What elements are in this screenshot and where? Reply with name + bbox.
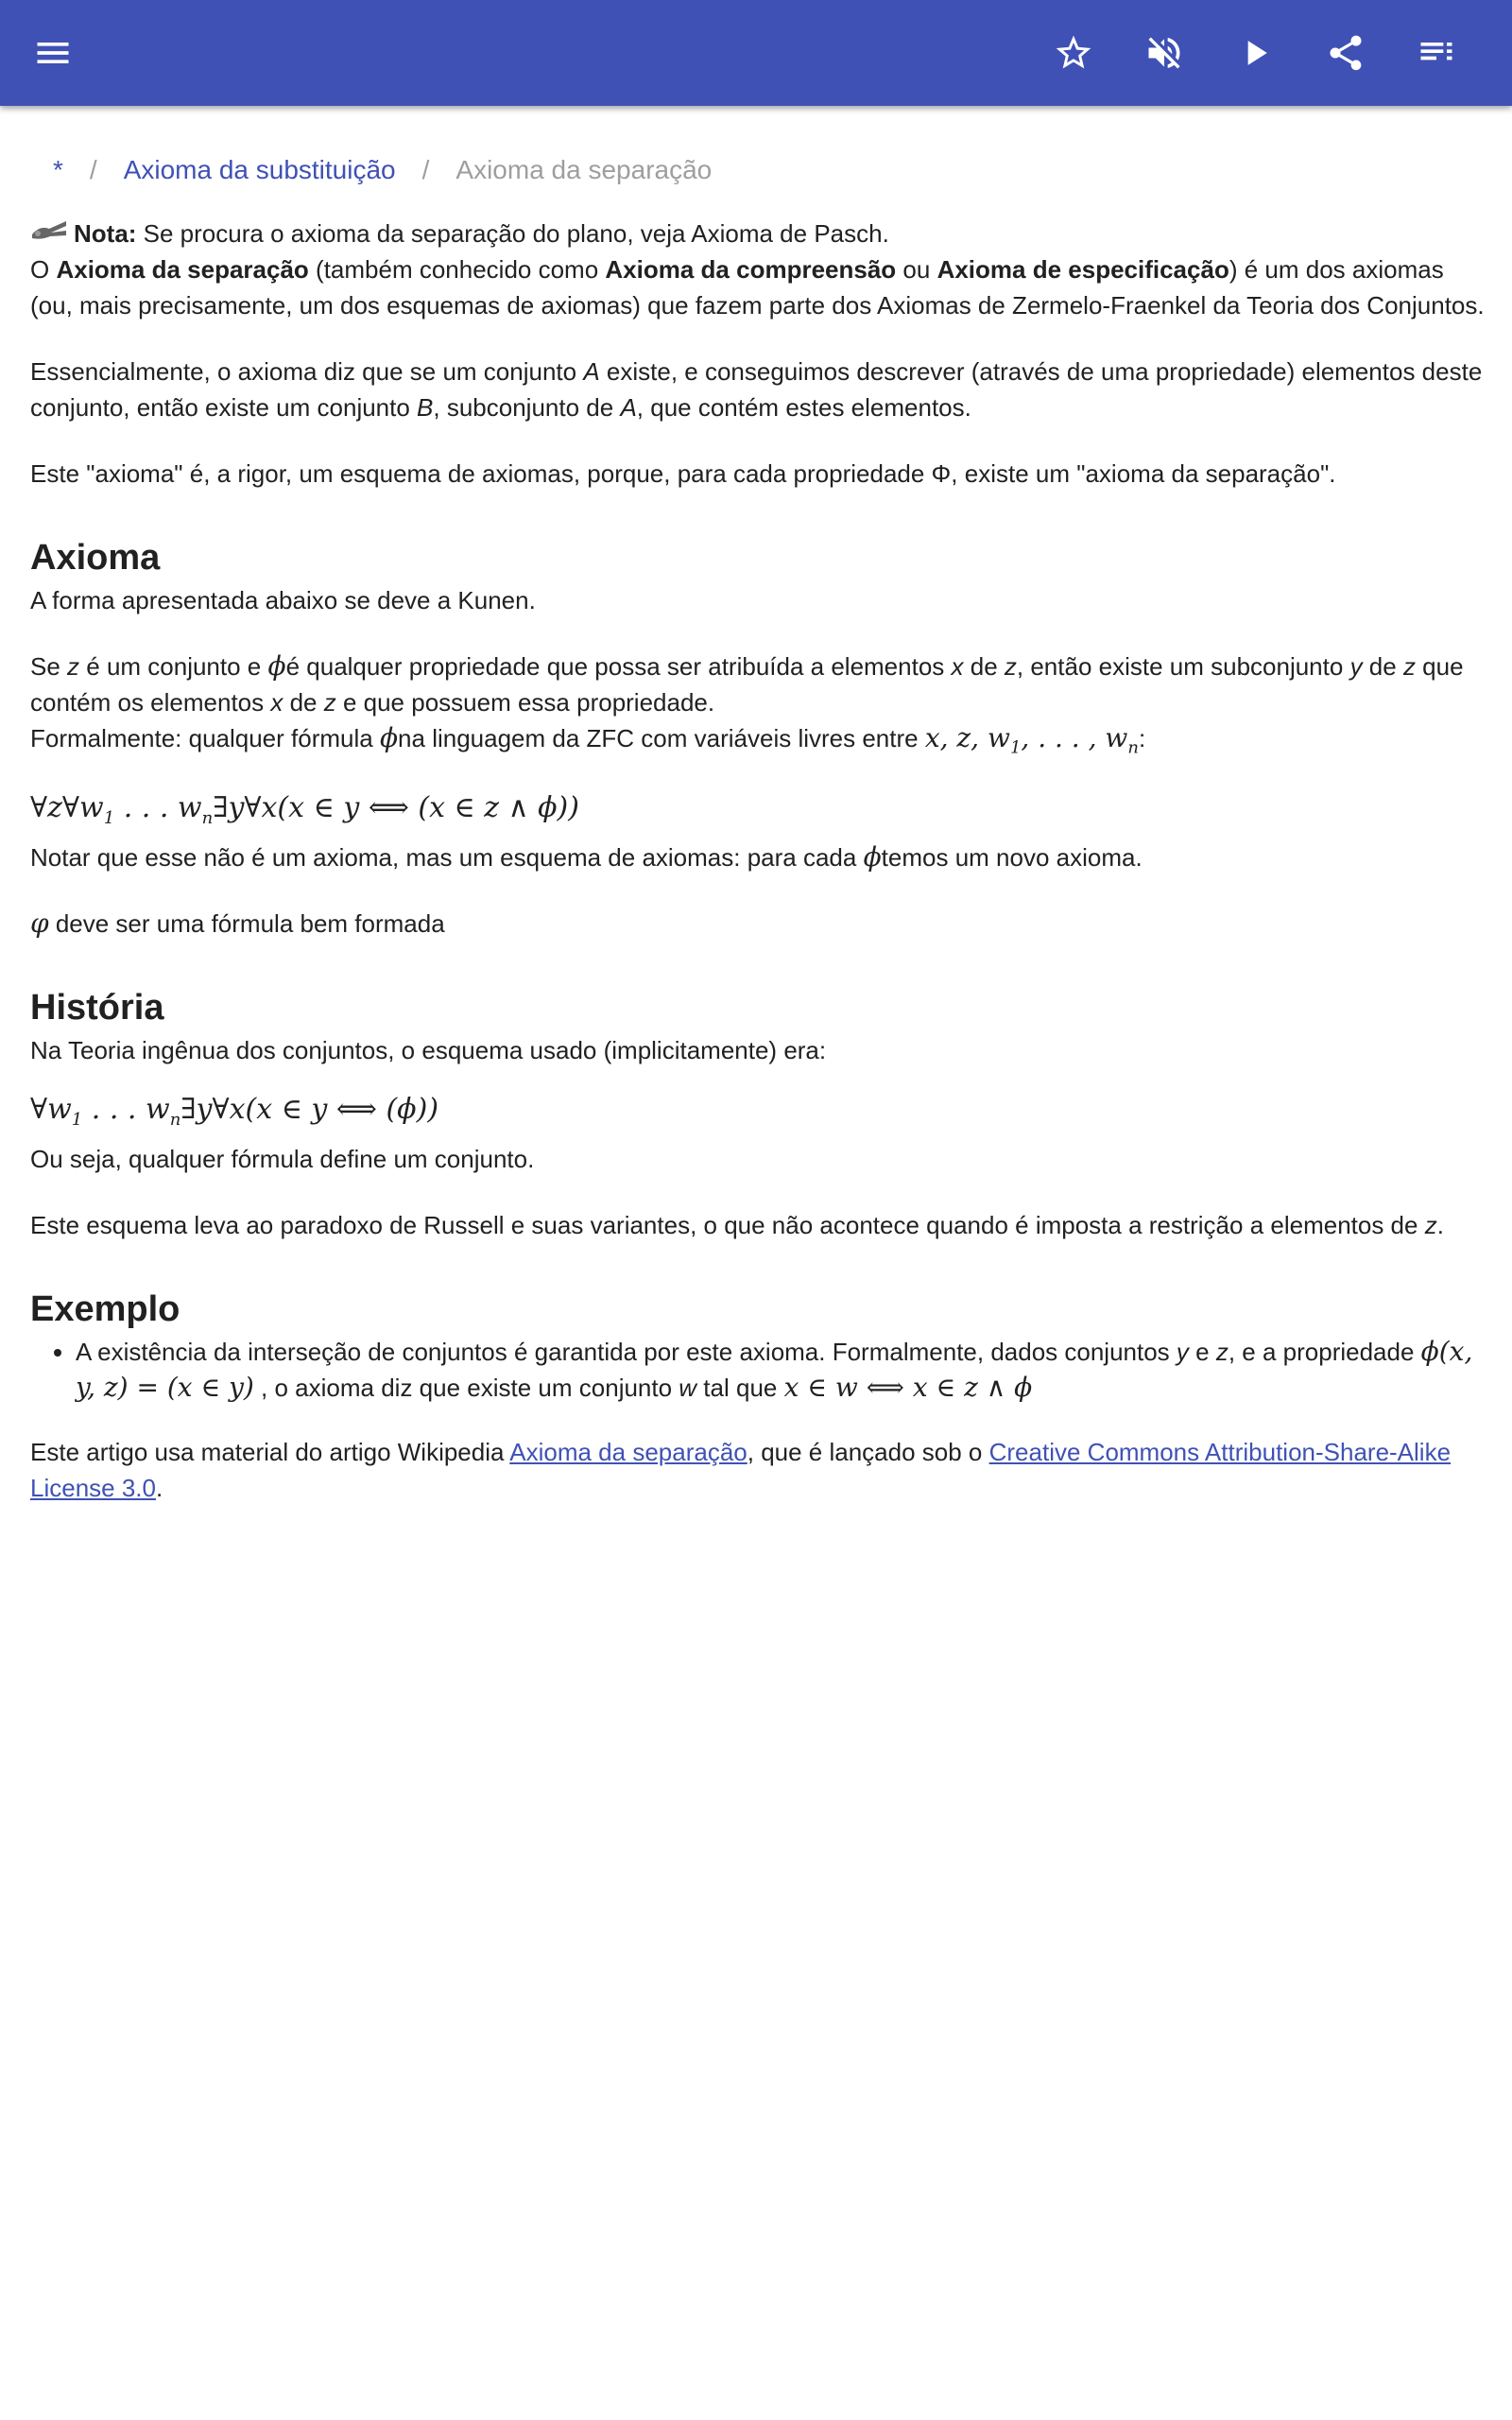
playlist-icon bbox=[1416, 32, 1457, 74]
star-icon bbox=[1053, 32, 1094, 74]
section-heading-historia: História bbox=[30, 987, 164, 1028]
list-item bbox=[76, 1334, 1486, 1406]
volume-off-icon bbox=[1143, 32, 1185, 74]
historia-paragraph-3 bbox=[30, 1207, 1486, 1243]
math-var: z bbox=[1215, 1337, 1228, 1366]
text: . bbox=[1436, 1210, 1444, 1239]
text: temos um novo axioma. bbox=[881, 842, 1143, 872]
text: na linguagem da ZFC com variáveis livres entre bbox=[398, 724, 925, 752]
disambiguation-note bbox=[30, 216, 1486, 251]
menu-button[interactable] bbox=[23, 23, 83, 83]
math-var: z bbox=[323, 688, 336, 717]
play-icon bbox=[1234, 32, 1276, 74]
math-text: , . . . , w bbox=[1021, 722, 1128, 753]
license-link[interactable]: Creative Commons Attribution-Share-Alike License 3.0 bbox=[30, 1437, 1452, 1502]
text: , o axioma diz que existe um conjunto bbox=[253, 1373, 679, 1402]
text: deve ser uma fórmula bem formada bbox=[48, 908, 445, 938]
bold-term: Axioma da separação bbox=[56, 255, 309, 284]
historia-paragraph-1: Na Teoria ingênua dos conjuntos, o esquema usado (implicitamente) era: bbox=[30, 1035, 827, 1064]
intersection-formula: x ∈ w ⟺ x ∈ z ∧ ϕ bbox=[783, 1371, 1033, 1403]
math-var: z bbox=[1424, 1210, 1437, 1239]
math-text: x, z, w bbox=[924, 722, 1010, 753]
text: existe, e conseguimos descrever (através de uma propriedade) elementos deste conjunto, então existe um conjunto bbox=[30, 357, 1483, 422]
math-var: w bbox=[679, 1373, 697, 1402]
section-heading-exemplo: Exemplo bbox=[30, 1288, 180, 1329]
free-variables bbox=[924, 722, 1139, 758]
math-var: y bbox=[1349, 652, 1363, 681]
bold-term: Axioma da compreensão bbox=[605, 255, 897, 284]
math-text: ∃y∀x(x ∈ y ⟺ (ϕ)) bbox=[180, 1092, 439, 1126]
subscript: n bbox=[201, 807, 214, 828]
text: ou bbox=[896, 255, 937, 284]
contents-button[interactable] bbox=[1406, 23, 1467, 83]
math-text: ∀z∀w bbox=[30, 790, 104, 824]
math-text: ∀w bbox=[30, 1092, 72, 1126]
text: Este esquema leva ao paradoxo de Russell e suas variantes, o que não acontece quando é imposta a restrição a elementos de bbox=[30, 1210, 1425, 1239]
math-var: A bbox=[620, 393, 637, 422]
example-list bbox=[30, 1334, 1486, 1406]
axioma-paragraph-3 bbox=[30, 720, 1486, 767]
math-text: . . . w bbox=[114, 790, 202, 824]
text: ) é um dos axiomas (ou, mais precisamente, um dos esquemas de axiomas) que fazem parte dos Axiomas de Zermelo-Fraenkel da Teoria dos Conjuntos. bbox=[30, 255, 1485, 320]
math-text: ∃y∀x(x ∈ y ⟺ (x ∈ z ∧ ϕ)) bbox=[213, 790, 579, 824]
breadcrumb-current: Axioma da separação bbox=[455, 155, 713, 184]
note-text: Se procura o axioma da separação do plano, veja Axioma de Pasch. bbox=[136, 219, 889, 248]
bold-term: Axioma de especificação bbox=[936, 255, 1229, 284]
text: de bbox=[283, 688, 324, 717]
axioma-paragraph-4 bbox=[30, 839, 1486, 875]
text: é qualquer propriedade que possa ser atribuída a elementos bbox=[285, 652, 952, 681]
subscript: 1 bbox=[103, 807, 115, 828]
app-bar bbox=[0, 0, 1512, 106]
separation-formula bbox=[30, 787, 1486, 839]
text: de bbox=[963, 652, 1005, 681]
math-text: . . . w bbox=[82, 1092, 170, 1126]
section-heading-axioma: Axioma bbox=[30, 538, 161, 578]
text: , então existe um subconjunto bbox=[1016, 652, 1350, 681]
menu-icon bbox=[32, 32, 74, 74]
text: , que contém estes elementos. bbox=[636, 393, 971, 422]
wikipedia-source-link[interactable]: Axioma da separação bbox=[509, 1437, 747, 1466]
text: , subconjunto de bbox=[433, 393, 621, 422]
math-var: y bbox=[1176, 1337, 1189, 1366]
text: , que é lançado sob o bbox=[747, 1437, 989, 1466]
disambiguation-icon bbox=[30, 217, 68, 246]
axioma-paragraph-1: A forma apresentada abaixo se deve a Kunen. bbox=[30, 586, 536, 614]
historia-paragraph-2: Ou seja, qualquer fórmula define um conjunto. bbox=[30, 1144, 535, 1173]
subscript: 1 bbox=[1009, 737, 1022, 758]
axioma-paragraph-2 bbox=[30, 648, 1486, 720]
intro-paragraph-3: Este "axioma" é, a rigor, um esquema de axiomas, porque, para cada propriedade Φ, existe um "axioma da separação". bbox=[30, 459, 1336, 488]
text: Se bbox=[30, 652, 68, 681]
math-var: ϕ bbox=[267, 650, 286, 682]
text: tal que bbox=[696, 1373, 784, 1402]
subscript: 1 bbox=[71, 1109, 83, 1130]
article bbox=[30, 151, 1486, 1536]
text: A existência da interseção de conjuntos é garantida por este axioma. Formalmente, dados conjuntos bbox=[76, 1337, 1177, 1366]
text: de bbox=[1362, 652, 1403, 681]
breadcrumb-separator: / bbox=[89, 155, 97, 184]
math-var: φ bbox=[30, 907, 49, 939]
play-button[interactable] bbox=[1225, 23, 1285, 83]
text: (também conhecido como bbox=[308, 255, 606, 284]
breadcrumb-parent[interactable]: Axioma da substituição bbox=[123, 155, 396, 184]
text: que contém os elementos bbox=[30, 652, 1464, 717]
text: Essencialmente, o axioma diz que se um conjunto bbox=[30, 357, 584, 386]
subscript: n bbox=[1127, 737, 1139, 758]
breadcrumb-home[interactable]: * bbox=[53, 155, 63, 184]
math-var: A bbox=[583, 357, 600, 386]
math-var: B bbox=[417, 393, 434, 422]
breadcrumb bbox=[53, 151, 1486, 189]
text: Este artigo usa material do artigo Wikipedia bbox=[30, 1437, 510, 1466]
property-formula: ϕ(x, y, z) = (x ∈ y) bbox=[76, 1335, 1473, 1403]
license-footer bbox=[30, 1434, 1486, 1506]
share-button[interactable] bbox=[1315, 23, 1376, 83]
math-var: z bbox=[1004, 652, 1017, 681]
note-label: Nota: bbox=[74, 219, 137, 248]
subscript: n bbox=[169, 1109, 181, 1130]
text: O bbox=[30, 255, 57, 284]
math-var: ϕ bbox=[379, 722, 399, 753]
favorite-button[interactable] bbox=[1043, 23, 1104, 83]
text: é um conjunto e bbox=[79, 652, 268, 681]
share-icon bbox=[1325, 32, 1366, 74]
text: e bbox=[1188, 1337, 1216, 1366]
text: . bbox=[155, 1473, 163, 1502]
intro-paragraph-1 bbox=[30, 251, 1486, 323]
axioma-paragraph-5 bbox=[30, 906, 1486, 942]
math-var: ϕ bbox=[863, 840, 882, 873]
text: Notar que esse não é um axioma, mas um esquema de axiomas: para cada bbox=[30, 842, 864, 872]
intro-paragraph-2 bbox=[30, 354, 1486, 425]
text: : bbox=[1138, 724, 1146, 752]
math-var: x bbox=[951, 652, 964, 681]
breadcrumb-separator: / bbox=[421, 155, 430, 184]
mute-button[interactable] bbox=[1134, 23, 1194, 83]
math-var: x bbox=[270, 688, 284, 717]
naive-formula bbox=[30, 1089, 1486, 1141]
math-var: z bbox=[67, 652, 80, 681]
text: , e a propriedade bbox=[1228, 1337, 1421, 1366]
text: Formalmente: qualquer fórmula bbox=[30, 724, 380, 752]
math-var: z bbox=[1402, 652, 1416, 681]
text: e que possuem essa propriedade. bbox=[335, 688, 715, 717]
